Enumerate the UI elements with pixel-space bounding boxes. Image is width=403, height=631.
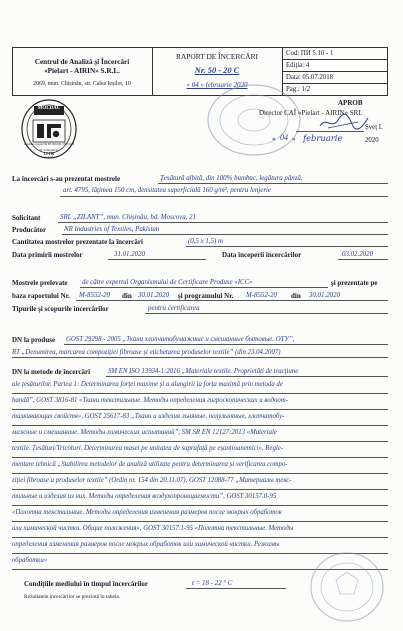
primirii-label: Data primirii mostrelor <box>12 251 83 259</box>
dn-metode-line: ale țesăturilor. Partea 1: Determinarea forței maxime și a alungirii la forța maximă prin metoda de <box>12 378 388 394</box>
company-stamp-top <box>205 82 303 158</box>
report-number: Nr. 50 - 20 C <box>194 66 240 75</box>
producator-label: Producător <box>12 226 47 234</box>
dn-metode-line: талкивающих свойств», GOST 25617-83 „Ткани и изделия льняные, полульняные, хлопчатобу- <box>12 410 388 426</box>
approval-title: APROB <box>338 99 363 107</box>
dn-metode-line: «Полотна текстильные. Методы определения изменения размеров после мокрых обработок <box>12 506 388 522</box>
prezentate-label: și prezentate pe <box>331 279 378 287</box>
dn-produse-label: DN la produse <box>12 336 56 344</box>
tipurile-label: Tipurile și scopurile încercărilor <box>12 305 109 313</box>
baza-din: din <box>122 292 132 300</box>
dn-metode-label: DN la metode de încercări <box>12 368 91 376</box>
company-stamp-bottom <box>308 550 386 624</box>
solicitant-label: Solicitant <box>12 214 41 222</box>
dn-metode-first: SM EN ISO 13934-1:2016 „Materiale textile. Proprietăți de tracțiune <box>108 368 299 375</box>
primirii-value: 31.01.2020 <box>114 251 146 258</box>
program-din: din <box>291 292 301 300</box>
approval-name: Șveț I. <box>365 124 383 131</box>
dn-metode-line: мажные и смешанные. Методы химических испытаний”, SM SR EN 12127:2013 «Materiale <box>12 426 388 442</box>
doc-date: Data: 05.07.2018 <box>286 74 334 81</box>
org-name-line2: «Pielart - AIRIN» S.R.L. <box>44 67 120 75</box>
org-name-line1: Centrul de Analiză și Încercări <box>34 58 130 66</box>
cantitatea-label: Cantitatea mostrelor prezentate la încercări <box>12 238 143 246</box>
cantitatea-value: (0,5 x 1,5) m <box>188 238 224 245</box>
logo-top-text: MOLDAC <box>37 106 61 111</box>
approval-line: Director CAÎ «Pielart - AIRIN» SRL <box>259 109 363 117</box>
doc-page: Pag.: 1/2 <box>286 86 311 93</box>
tipurile-value: pentru certificarea <box>148 305 200 312</box>
dn-metode-line: определения изменения размеров после мокрых обработок или химической чистки. Режимы <box>12 538 388 554</box>
conditions-value: t = 18 - 22 ° C <box>192 580 233 587</box>
logo-year: S-3-18 <box>45 156 53 159</box>
approval-date-open: « <box>272 135 276 143</box>
samples-value-1: Țesătură albită, din 100% bumbac, legătura pânză, <box>160 175 303 182</box>
dn-metode-line: тильные и изделия из них. Методы определения воздухопроницаемости”, GOST 30157.0-95 <box>12 490 388 506</box>
prelevate-value: de către expertul Organismului de Certificare Produse «ICC» <box>82 279 253 286</box>
results-note: Rezultatele încercărilor se prezintă în tabela. <box>24 594 121 600</box>
conditions-label: Condițiile mediului în timpul încercărilor <box>24 580 148 588</box>
samples-value-2: art. 4795, lățimea 150 cm, densitatea superficială 160 g/m², pentru lenjerie <box>63 187 271 194</box>
dn-produse-line-1: GOST 29298 - 2005 „Ткани хлопчатобумажные и смешанные бытовые. ОТУ”, <box>66 336 295 343</box>
program-date: 30.01.2020 <box>309 292 341 299</box>
program-value: M-8552-20 <box>246 292 278 299</box>
program-label: și programului Nr. <box>178 292 234 300</box>
dn-metode-line: или химической чистки. Общие положения», GOST 30157.1-95 «Полотна текстильные. Методы <box>12 522 388 538</box>
approval-month: februarie <box>303 133 343 143</box>
approval-year: 2020 <box>365 137 379 144</box>
inceperii-value: 03.02.2020 <box>342 251 374 258</box>
dn-metode-line: ziției fibroase a produselor textile” (Ordin nr. 154 din 20.11.07), GOST 12088-77 „Материалы текс- <box>12 474 388 490</box>
report-date: « 04 » februarie 2020 <box>186 81 248 89</box>
dn-metode-line: mentare tehnică „Stabilirea metodelor de analiză utilizate pentru determinarea și verificarea compo- <box>12 458 388 474</box>
logo-reg-no: LI-106 <box>43 152 55 156</box>
producator-value: NR Industries of Textiles, Pakistan <box>64 226 160 233</box>
director-signature <box>318 112 370 132</box>
dn-metode-line: обработки» <box>12 554 388 570</box>
logo-mid-text: Acreditat conform SM EN ISO/CEI 17025:2018 <box>23 143 75 146</box>
baza-date: 30.01.2020 <box>138 292 170 299</box>
org-address: 2069, mun. Chișinău, str. Calea Ieșilor, 10 <box>33 81 131 87</box>
doc-edition: Ediția: 4 <box>286 62 310 69</box>
dn-metode-line: bandă”, GOST 3816-81 «Ткани текстильные. Методы определения гигроскопических и водоот- <box>12 394 388 410</box>
solicitant-value: SRL „ZILANT”, mun. Chișinău, bd. Moscova, 21 <box>60 214 196 221</box>
approval-day: 04 <box>280 133 288 142</box>
baza-value: M-8552-20 <box>79 292 111 299</box>
baza-label: baza raportului Nr. <box>12 292 70 300</box>
approval-date-close: » <box>292 135 296 143</box>
doc-code: Cod: ПИ 5.10 - 1 <box>286 50 334 57</box>
report-title: RAPORT DE ÎNCERCĂRI <box>176 52 258 61</box>
prelevate-label: Mostrele prelevate <box>12 279 68 287</box>
inceperii-label: Data începerii încercărilor <box>222 251 302 259</box>
samples-label: La încercări s-au prezentat mostrele <box>12 175 121 183</box>
dn-metode-body <box>12 378 388 570</box>
logo-bottom-text: Nr. de înregistrare <box>39 149 59 152</box>
dn-produse-line-2: RT „Denumirea, marcarea compoziției fibroase și etichetarea produselor textile” (din 23.04.2007) <box>12 349 281 356</box>
dn-metode-line: textile. Țesături/Tricoturi. Determinarea masei pe unitatea de suprafață pe eșantioanemici», Regle- <box>12 442 388 458</box>
